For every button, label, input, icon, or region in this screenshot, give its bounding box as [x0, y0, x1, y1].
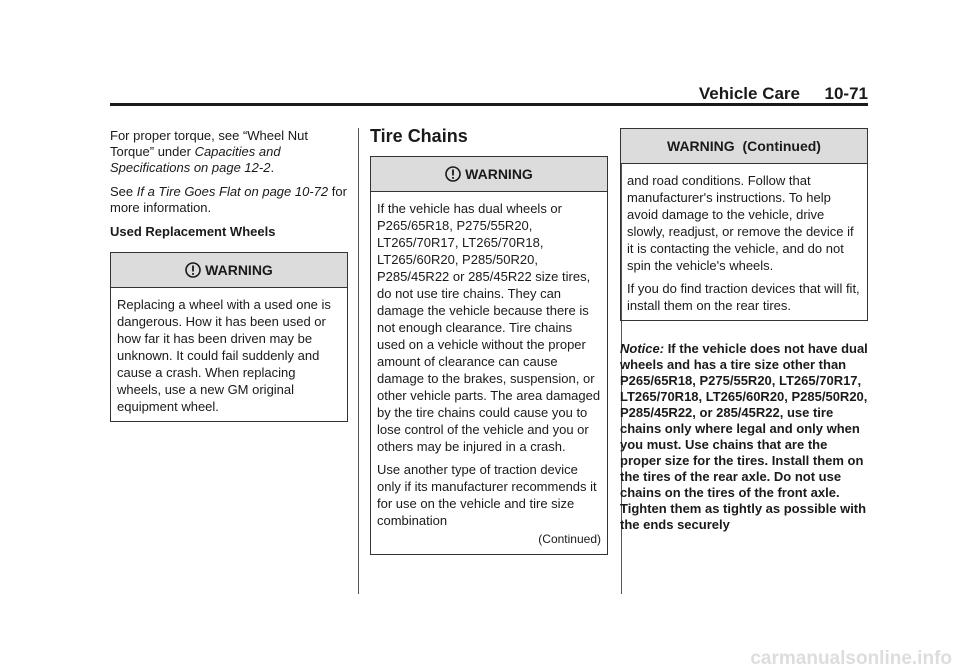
- page-header: [110, 84, 868, 102]
- section-title: Vehicle Care: [698, 84, 800, 103]
- warning-box-continued: [620, 128, 868, 321]
- warning-box-tire-chains: [370, 156, 608, 555]
- warning-box-used-wheels: [110, 252, 348, 422]
- warning-title: WARNING: [465, 166, 533, 182]
- warning-text: Replacing a wheel with a used one is dangerous. How it has been used or how far it has been driven may be unknown. It could fail suddenly and cause a crash. When replacing wheels, use a new GM original equipment wheel.: [117, 297, 331, 414]
- notice-text: If the vehicle does not have dual wheels and has a tire size other than P265/65R18, P275/55R20, LT265/70R17, LT265/70R18, LT265/60R20, P285/50R20, P285/45R22, or 285/45R22, use tire chains only where legal and only when you must. Use chains that are the proper size for the tires. Install them on the tires of the rear axle. Do not use chains on the tires of the front axle. Tighten them as tightly as possible with the ends securely: [620, 341, 868, 532]
- flat-tire-link[interactable]: If a Tire Goes Flat on page 10-72: [136, 184, 329, 199]
- notice-label: Notice:: [620, 341, 665, 356]
- subheading-used-wheels: Used Replacement Wheels: [110, 224, 276, 239]
- column-1: [110, 128, 348, 422]
- header-rule: [110, 103, 868, 106]
- warning-triangle-icon: [445, 160, 461, 194]
- torque-paragraph: For proper torque, see “Wheel Nut Torque” under Capacities and Specifications on page 12-2.: [110, 128, 308, 175]
- capacities-link[interactable]: Capacities and Specifications on page 12-2: [110, 144, 281, 175]
- notice-paragraph: [620, 341, 870, 533]
- heading-tire-chains: Tire Chains: [370, 126, 468, 146]
- warning-body: [621, 164, 867, 320]
- warning-triangle-icon: [185, 256, 201, 290]
- watermark: carmanualsonline.info: [750, 648, 952, 669]
- column-divider-1: [358, 128, 359, 594]
- column-3: [620, 128, 870, 541]
- warning-paragraph-2: If you do find traction devices that will fit, install them on the rear tires.: [627, 281, 860, 313]
- column-2: [370, 128, 608, 555]
- warning-paragraph-2: Use another type of traction device only if its manufacturer recommends it for use on the vehicle and tire size combination: [377, 462, 597, 528]
- warning-body: [371, 192, 607, 554]
- warning-body: [111, 288, 347, 421]
- warning-header: [111, 253, 347, 288]
- warning-header: [621, 129, 867, 164]
- flat-tire-paragraph: See If a Tire Goes Flat on page 10-72 for more information.: [110, 184, 347, 215]
- continued-label: (Continued): [538, 532, 601, 546]
- warning-title: WARNING: [205, 262, 273, 278]
- warning-paragraph-1: and road conditions. Follow that manufacturer's instructions. To help avoid damage to the vehicle, drive slowly, readjust, or remove the device if it is contacting the vehicle, and do not spin the vehicle's wheels.: [627, 173, 854, 273]
- page-number: 10-71: [824, 84, 868, 103]
- warning-title: WARNING (Continued): [667, 138, 821, 154]
- warning-paragraph-1: If the vehicle has dual wheels or P265/65R18, P275/55R20, LT265/70R17, LT265/70R18, LT265/60R20, P285/50R20, P285/45R22 or 285/45R22 size tires, do not use tire chains. They can damage the vehicle because there is not enough clearance. Tire chains used on a vehicle without the proper amount of clearance can cause damage to the brakes, suspension, or other vehicle parts. The area damaged by the tire chains could cause you to lose control of the vehicle and you or others may be injured in a crash.: [377, 201, 601, 454]
- warning-header: [371, 157, 607, 192]
